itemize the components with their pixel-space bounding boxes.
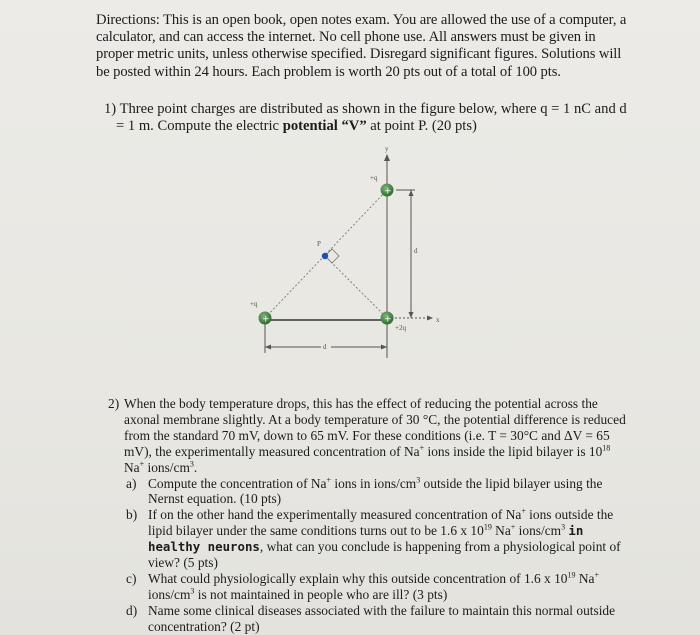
problem-2c-label: c) <box>126 570 137 586</box>
p2a-1: Compute the concentration of Na <box>148 475 327 491</box>
charge-right-symbol: + <box>384 314 392 325</box>
p2a-3: outside the lipid bilayer using the Nernst equation. (10 pts) <box>148 475 603 507</box>
directions-paragraph: Directions: This is an open book, open notes exam. You are allowed the use of a computer, a calculator, and can access the internet. No cell phone use. All answers must be given in proper metric units, unless otherwise specified. Disregard significant figures. Solutions will be posted within 24 hours. Each problem is worth 20 pts out of a total of 100 pts. <box>96 12 627 80</box>
sup-3: 3 <box>189 459 194 469</box>
problem-2-number: 2) <box>108 396 120 411</box>
problem-2a-text <box>148 476 628 508</box>
dimension-vertical-label: d <box>414 247 418 255</box>
sup-plus: + <box>326 475 332 485</box>
point-p <box>322 253 328 259</box>
dimension-horizontal-label: d <box>323 343 327 351</box>
problem-1-text-2: = 1 m. Compute the electric <box>116 118 283 135</box>
dim-h-arrow-right <box>381 345 387 350</box>
problem-2b <box>108 507 628 571</box>
x-axis-arrow <box>427 316 433 321</box>
p2c-3: ions/cm <box>148 586 191 602</box>
problem-2c <box>108 571 628 603</box>
problem-2a <box>108 476 628 508</box>
p2-intro-3: Na <box>124 459 140 475</box>
p2a-2: ions in ions/cm <box>331 475 417 491</box>
problem-2a-label: a) <box>126 475 137 491</box>
sup-3: 3 <box>561 522 566 532</box>
point-p-label: P <box>317 240 321 248</box>
sup-plus: + <box>521 506 526 516</box>
p2b-1: If on the other hand the experimentally measured concentration of Na <box>148 507 522 523</box>
sup-18: 18 <box>602 443 611 453</box>
dashed-to-p <box>325 256 387 318</box>
sup-plus: + <box>419 443 425 453</box>
p2b-2: ions outside the lipid bilayer under the same conditions turns out to be 1.6 x 10 <box>148 507 614 539</box>
sup-19: 19 <box>483 522 492 532</box>
problem-2-intro <box>108 396 628 476</box>
charge-left-symbol: + <box>262 314 270 325</box>
charge-left-label: +q <box>250 300 258 308</box>
problem-2-text <box>124 396 628 476</box>
y-axis-label: y <box>385 145 389 153</box>
p2c-2: Na <box>575 570 595 586</box>
dim-v-arrow-top <box>409 190 414 196</box>
charge-right-label: +2q <box>395 324 406 332</box>
problem-2b-label: b) <box>126 507 138 523</box>
charge-top-label: +q <box>370 174 378 182</box>
y-axis-arrow <box>384 154 390 161</box>
problem-1 <box>104 101 644 135</box>
p2-intro-5: . <box>193 459 198 475</box>
problem-1-line-1 <box>104 101 644 118</box>
dim-h-arrow-left <box>265 345 271 350</box>
p2-intro-4: ions/cm <box>144 459 190 475</box>
problem-2c-text <box>148 571 628 603</box>
p2b-3: Na <box>491 523 511 539</box>
charge-top-symbol: + <box>384 186 392 197</box>
p2c-4: is not maintained in people who are ill? (3 pts) <box>194 586 448 602</box>
p2-intro-1: When the body temperature drops, this has the effect of reducing the potential across the axonal membrane slightly. At a body temperature of 30 °C, the potential difference is reduced from the standard 70 mV, down to 65 mV. For these conditions (i.e. T = 30°C and ΔV = 65 mV), the experimentally measured concentration of Na <box>124 396 626 459</box>
p2-intro-2: ions inside the lipid bilayer is 10 <box>424 443 603 459</box>
sup-plus: + <box>594 570 599 580</box>
sup-19: 19 <box>567 570 576 580</box>
problem-1-text-3: at point P. (20 pts) <box>366 118 477 135</box>
problem-1-number: 1) <box>104 101 117 117</box>
problem-1-text-1: Three point charges are distributed as shown in the figure below, where q = 1 nC and d <box>119 101 627 117</box>
p2c-1: What could physiologically explain why this outside concentration of 1.6 x 10 <box>148 570 568 586</box>
dim-v-arrow-bottom <box>409 312 414 318</box>
problem-2 <box>108 396 628 635</box>
problem-1-line-2 <box>104 118 644 135</box>
x-axis-label: x <box>436 316 440 324</box>
potential-term: potential “V” <box>282 118 367 135</box>
sup-3: 3 <box>416 475 421 485</box>
problem-2d-text: Name some clinical diseases associated with the failure to maintain this normal outside concentration? (2 pt) <box>148 602 616 634</box>
problem-2d <box>108 603 628 635</box>
problem-2d-label: d) <box>126 602 138 618</box>
healthy-neurons-emphasis: in healthy neurons <box>148 523 584 555</box>
p2b-4: ions/cm <box>515 523 562 539</box>
p2b-6: , what can you conclude is happening from a physiological point of view? (5 pts) <box>148 539 621 571</box>
charge-figure <box>235 140 475 365</box>
sup-plus: + <box>510 522 516 532</box>
sup-3: 3 <box>190 586 195 596</box>
sup-plus: + <box>139 459 145 469</box>
problem-2b-text <box>148 507 628 571</box>
